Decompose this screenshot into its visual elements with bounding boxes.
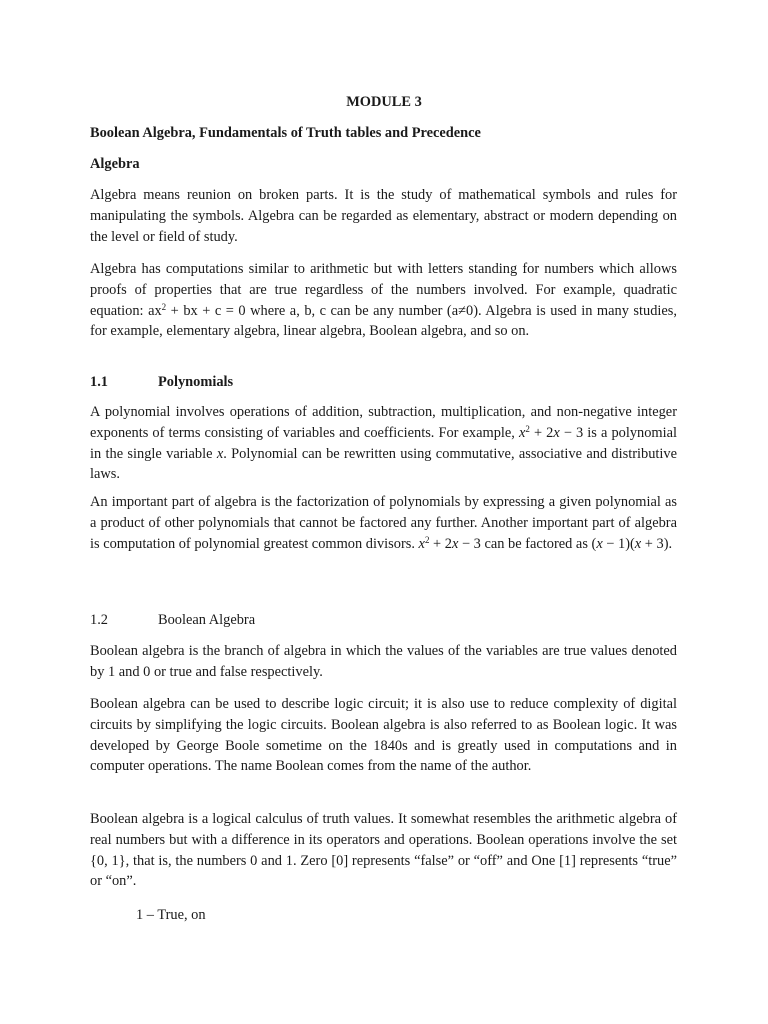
section-number: 1.1 <box>90 374 108 390</box>
text-run: + 2 <box>429 535 452 552</box>
boolean-paragraph-2: Boolean algebra can be used to describe logic circuit; it is also use to reduce complexity of digital circuits by simplifying the logic circuits. Boolean algebra is also referred to as Boolean logic. It was developed by George Boole sometime on the 1840s and is greatly used in computations and in computer operations. The name Boolean comes from the name of the author. <box>90 696 677 775</box>
variable: x <box>553 424 560 441</box>
section-heading-1-1 <box>0 372 768 393</box>
document-title: Boolean Algebra, Fundamentals of Truth tables and Precedence <box>90 125 481 141</box>
exponent: 2 <box>525 423 530 434</box>
section-heading-1-2 <box>0 610 768 631</box>
variable: x <box>596 535 603 552</box>
algebra-p2-text-a: Algebra has computations similar to arithmetic but with letters standing for numbers which allows proofs of properties that are true regardless of the numbers involved. For example, quadratic equation: ax <box>90 261 677 319</box>
list-item: 1 – True, on <box>136 907 206 923</box>
boolean-paragraph-1: Boolean algebra is the branch of algebra in which the values of the variables are true values denoted by 1 and 0 or true and false respectively. <box>90 643 677 680</box>
text-run: A polynomial involves operations of addition, subtraction, multiplication, and non-negative integer exponents of terms consisting of variables and coefficients. For example, <box>90 404 677 441</box>
variable: x <box>518 424 526 441</box>
polynomials-paragraph-2 <box>90 492 677 554</box>
text-run: − 3 is a polynomial in the single variable <box>90 424 677 462</box>
algebra-p2-text-b: + bx + c = 0 where a, b, c can be any number (a≠0). Algebra is used in many studies, for example, elementary algebra, linear algebra, Boolean algebra, and so on. <box>90 302 677 340</box>
exponent: 2 <box>161 301 167 312</box>
boolean-paragraph-3: Boolean algebra is a logical calculus of truth values. It somewhat resembles the arithmetic algebra of real numbers but with a difference in its operators and operations. Boolean operations involve the set {0, 1}, that is, the numbers 0 and 1. Zero [0] represents “false” or “off” and One [1] represents “true” or “on”. <box>90 811 677 890</box>
algebra-paragraph-2 <box>90 259 677 342</box>
polynomials-paragraph-1 <box>90 402 677 485</box>
algebra-paragraph-1: Algebra means reunion on broken parts. It is the study of mathematical symbols and rules for manipulating the symbols. Algebra can be regarded as elementary, abstract or modern depending on the level or field of study. <box>90 187 677 245</box>
exponent: 2 <box>424 534 430 545</box>
variable: x <box>451 535 459 552</box>
text-run: + 3). <box>641 535 673 552</box>
module-title: MODULE 3 <box>346 94 422 110</box>
text-run: An important part of algebra is the factorization of polynomials by expressing a given polynomial as a product of other polynomials that cannot be factored any further. Another important part of algebra is computation of polynomial greatest common divisors. <box>90 494 677 552</box>
text-run: + 2 <box>529 424 554 441</box>
text-run: . Polynomial can be rewritten using commutative, associative and distributive laws. <box>90 445 677 483</box>
section-title: Polynomials <box>158 374 234 390</box>
section-title: Boolean Algebra <box>158 612 256 628</box>
algebra-heading: Algebra <box>90 156 140 172</box>
variable: x <box>634 535 642 552</box>
variable: x <box>418 535 425 552</box>
section-number: 1.2 <box>90 612 108 628</box>
variable: x <box>216 445 224 462</box>
text-run: − 3 can be factored as ( <box>458 535 597 552</box>
text-run: − 1)( <box>602 535 635 552</box>
